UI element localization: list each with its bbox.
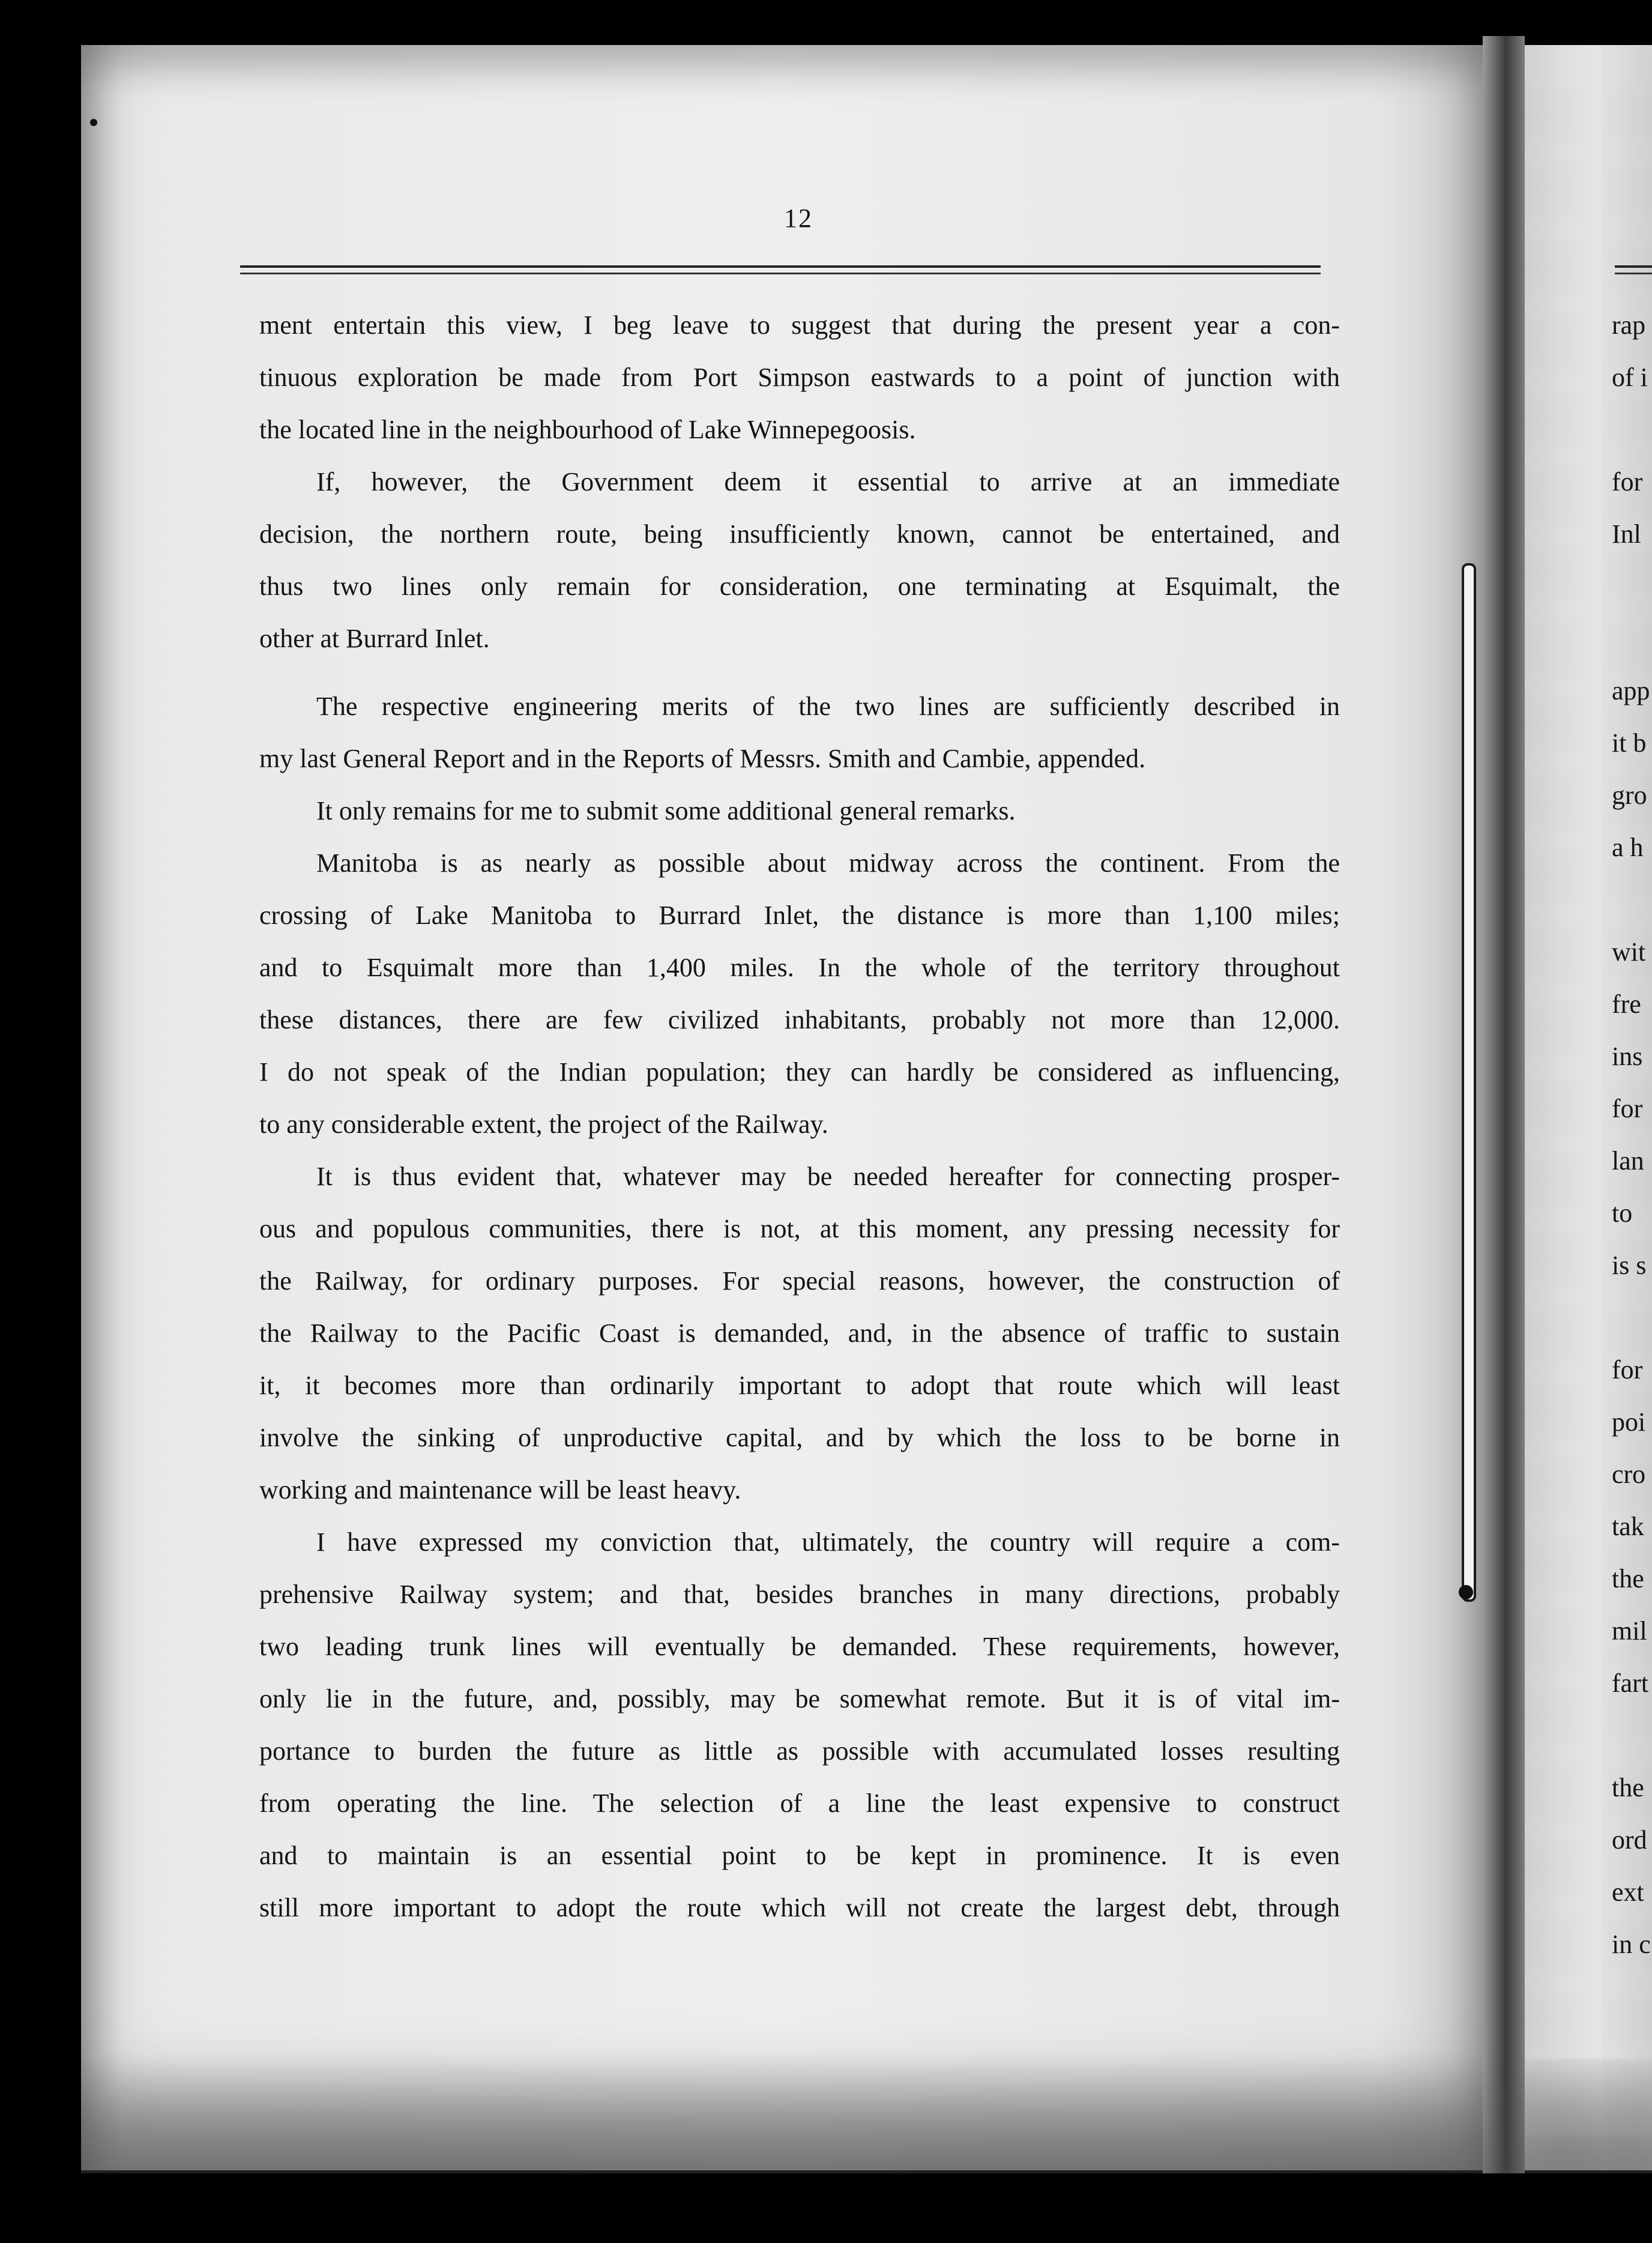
header-rule bbox=[240, 265, 1321, 274]
text-line: I have expressed my conviction that, ultimately, the country will require a com- bbox=[316, 1527, 1340, 1557]
text-line: The respective engineering merits of the two lines are sufficiently described in bbox=[316, 692, 1340, 721]
fragment-line bbox=[1612, 1291, 1652, 1344]
fragment-line bbox=[1612, 403, 1652, 456]
paragraph-4 bbox=[259, 785, 1340, 837]
text-line: only lie in the future, and, possibly, may be somewhat remote. But it is of vital im- bbox=[259, 1684, 1340, 1713]
text-line: two leading trunk lines will eventually be demanded. These requirements, however, bbox=[259, 1632, 1340, 1661]
bottom-shadow bbox=[81, 2053, 1652, 2173]
fragment-line: in c bbox=[1612, 1930, 1651, 1959]
fragment-line bbox=[1612, 874, 1652, 926]
fragment-line: of i bbox=[1612, 363, 1648, 392]
text-line: involve the sinking of unproductive capital, and by which the loss to be borne in bbox=[259, 1423, 1340, 1452]
text-line: and to maintain is an essential point to be kept in prominence. It is even bbox=[259, 1841, 1340, 1870]
paragraph-7 bbox=[259, 1516, 1340, 1934]
fragment-line: Inl bbox=[1612, 519, 1641, 549]
text-line: ous and populous communities, there is not, at this moment, any pressing necessity for bbox=[259, 1214, 1340, 1243]
text-line: ment entertain this view, I beg leave to suggest that during the present year a con- bbox=[259, 310, 1340, 340]
fragment-line: the bbox=[1612, 1773, 1644, 1802]
text-line: still more important to adopt the route which will not create the largest debt, through bbox=[259, 1893, 1340, 1922]
text-line: it, it becomes more than ordinarily important to adopt that route which will least bbox=[259, 1371, 1340, 1400]
text-line: the located line in the neighbourhood of Lake Winnepegoosis. bbox=[259, 415, 916, 444]
text-line: I do not speak of the Indian population; they can hardly be considered as influencing, bbox=[259, 1057, 1340, 1087]
text-line: prehensive Railway system; and that, besides branches in many directions, probably bbox=[259, 1580, 1340, 1609]
fragment-line: is s bbox=[1612, 1251, 1647, 1280]
fragment-line: fart bbox=[1612, 1668, 1649, 1698]
fragment-line: mil bbox=[1612, 1616, 1647, 1646]
right-page-header-rule bbox=[1615, 265, 1652, 274]
book-gutter bbox=[1483, 36, 1525, 2173]
text-line: decision, the northern route, being insufficiently known, cannot be entertained, and bbox=[259, 519, 1340, 549]
fragment-line: lan bbox=[1612, 1146, 1644, 1176]
text-line: the Railway to the Pacific Coast is demanded, and, in the absence of traffic to sustain bbox=[259, 1318, 1340, 1348]
fragment-line: a h bbox=[1612, 833, 1644, 862]
fragment-line: wit bbox=[1612, 937, 1646, 967]
fragment-line: ins bbox=[1612, 1042, 1643, 1071]
body-text bbox=[259, 299, 1340, 1934]
fragment-line: it b bbox=[1612, 728, 1647, 758]
text-line: and to Esquimalt more than 1,400 miles. In the whole of the territory throughout bbox=[259, 953, 1340, 982]
paragraph-6 bbox=[259, 1150, 1340, 1516]
fragment-line: for bbox=[1612, 1355, 1643, 1384]
right-page-text-fragments bbox=[1612, 299, 1652, 1970]
fragment-line: for bbox=[1612, 1094, 1643, 1123]
fragment-line bbox=[1612, 560, 1652, 612]
text-line: from operating the line. The selection of a line the least expensive to construct bbox=[259, 1789, 1340, 1818]
fragment-line: rap bbox=[1612, 310, 1646, 340]
text-line: Manitoba is as nearly as possible about midway across the continent. From the bbox=[316, 848, 1340, 878]
text-line: It is thus evident that, whatever may be needed hereafter for connecting prosper- bbox=[316, 1162, 1340, 1191]
fragment-line: cro bbox=[1612, 1460, 1646, 1489]
fragment-line: ord bbox=[1612, 1825, 1647, 1855]
fragment-line bbox=[1612, 612, 1652, 665]
fragment-line: the bbox=[1612, 1564, 1644, 1593]
text-line: my last General Report and in the Reports of Messrs. Smith and Cambie, appended. bbox=[259, 744, 1146, 773]
fragment-line: fre bbox=[1612, 989, 1641, 1019]
ink-speck bbox=[90, 119, 97, 126]
paragraph-2 bbox=[259, 456, 1340, 665]
paragraph-1 bbox=[259, 299, 1340, 456]
margin-rule-bar bbox=[1462, 563, 1476, 1602]
paragraph-3 bbox=[259, 680, 1340, 785]
text-line: working and maintenance will be least heavy. bbox=[259, 1475, 741, 1505]
fragment-line: tak bbox=[1612, 1512, 1644, 1541]
margin-rule-knob bbox=[1459, 1585, 1473, 1599]
fragment-line: poi bbox=[1612, 1407, 1646, 1437]
paragraph-5 bbox=[259, 837, 1340, 1150]
fragment-line: app bbox=[1612, 676, 1650, 705]
text-line: If, however, the Government deem it essential to arrive at an immediate bbox=[316, 467, 1340, 497]
text-line: crossing of Lake Manitoba to Burrard Inlet, the distance is more than 1,100 miles; bbox=[259, 901, 1340, 930]
fragment-line: to bbox=[1612, 1198, 1633, 1228]
page-number: 12 bbox=[784, 204, 813, 233]
text-line: It only remains for me to submit some additional general remarks. bbox=[316, 796, 1016, 826]
text-line: other at Burrard Inlet. bbox=[259, 624, 490, 653]
fragment-line: gro bbox=[1612, 780, 1647, 810]
fragment-line: ext bbox=[1612, 1877, 1644, 1907]
text-line: thus two lines only remain for consideration, one terminating at Esquimalt, the bbox=[259, 572, 1340, 601]
fragment-line: for bbox=[1612, 467, 1643, 497]
text-line: to any considerable extent, the project of the Railway. bbox=[259, 1109, 828, 1139]
text-line: the Railway, for ordinary purposes. For special reasons, however, the construction of bbox=[259, 1266, 1340, 1296]
text-line: portance to burden the future as little as possible with accumulated losses resulting bbox=[259, 1736, 1340, 1766]
text-line: these distances, there are few civilized inhabitants, probably not more than 12,000. bbox=[259, 1005, 1340, 1034]
fragment-line bbox=[1612, 1709, 1652, 1761]
text-line: tinuous exploration be made from Port Simpson eastwards to a point of junction with bbox=[259, 363, 1340, 392]
